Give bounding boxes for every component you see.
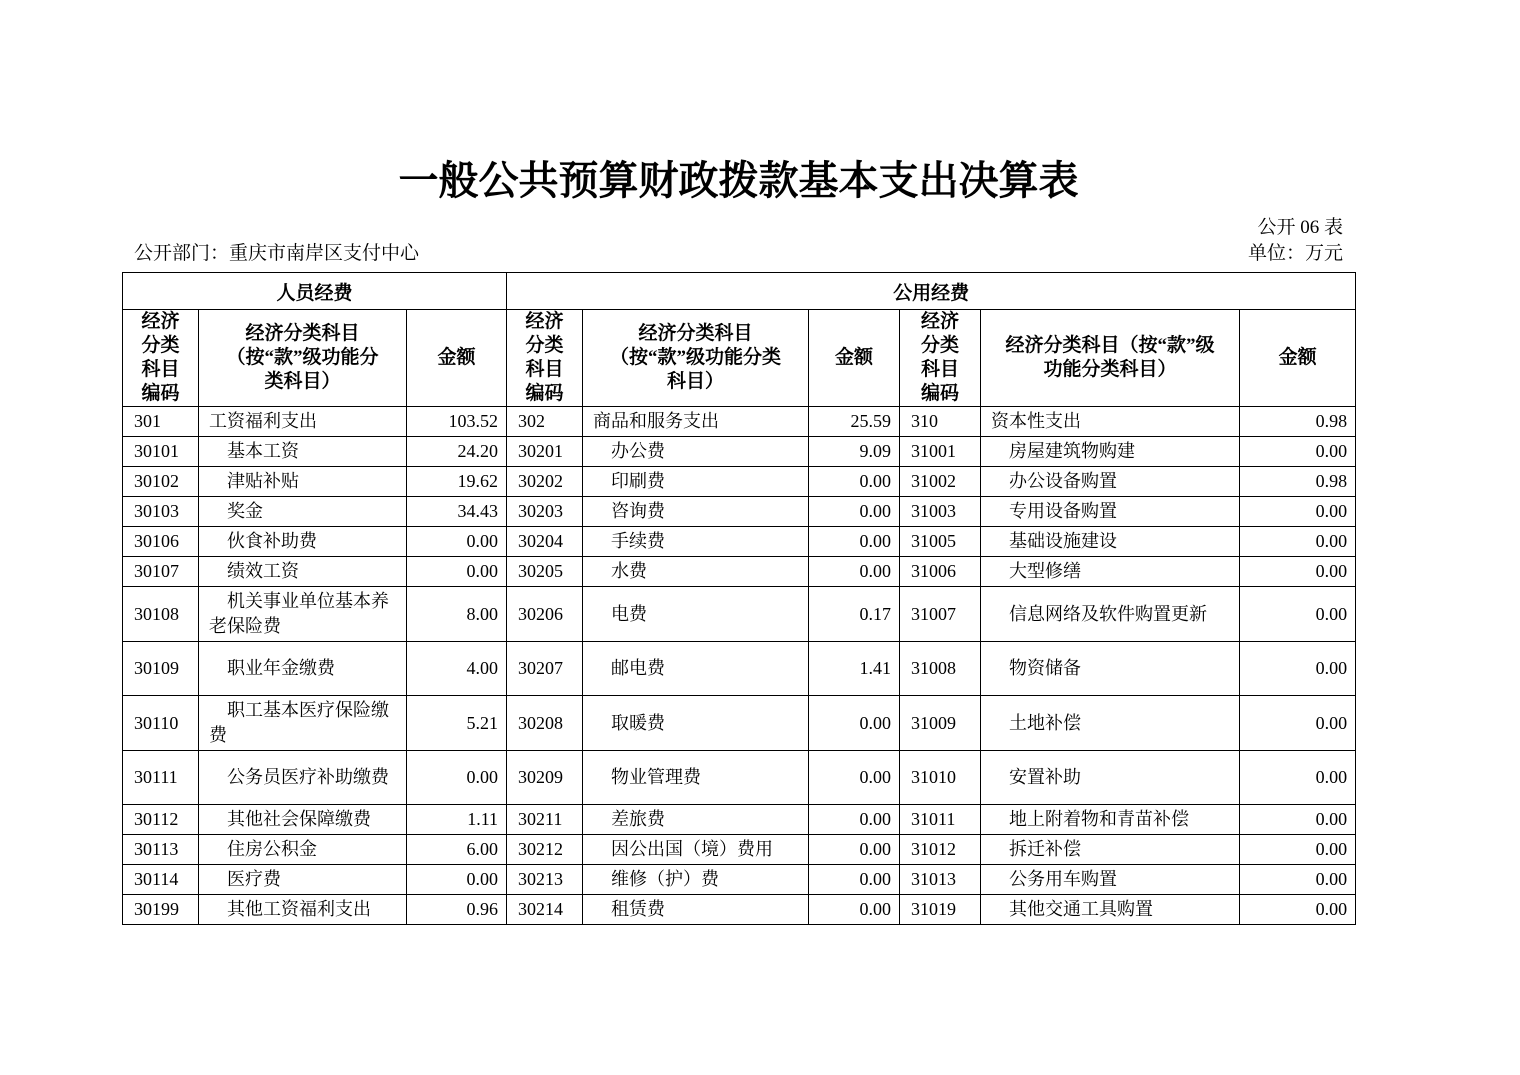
table-row (123, 497, 1356, 527)
amount-cell: 0.00 (809, 557, 900, 587)
subject-cell: 专用设备购置 (981, 497, 1240, 527)
subject-cell: 津贴补贴 (199, 467, 407, 497)
amount-cell: 0.00 (1240, 895, 1356, 925)
amount-cell: 8.00 (407, 587, 507, 642)
code-cell: 30108 (123, 587, 199, 642)
code-cell: 30202 (507, 467, 583, 497)
header-code-2: 经济分类科目编码 (507, 310, 583, 407)
subject-cell: 其他工资福利支出 (199, 895, 407, 925)
subject-cell: 其他社会保障缴费 (199, 805, 407, 835)
code-cell: 30112 (123, 805, 199, 835)
code-cell: 31011 (900, 805, 981, 835)
amount-cell: 1.41 (809, 642, 900, 696)
amount-cell: 0.17 (809, 587, 900, 642)
subject-cell: 手续费 (583, 527, 809, 557)
amount-cell: 0.00 (407, 527, 507, 557)
code-cell: 30110 (123, 696, 199, 751)
code-cell: 31005 (900, 527, 981, 557)
amount-cell: 0.00 (809, 895, 900, 925)
subject-cell: 信息网络及软件购置更新 (981, 587, 1240, 642)
table-row (123, 751, 1356, 805)
subject-cell: 机关事业单位基本养老保险费 (199, 587, 407, 642)
subject-cell: 办公设备购置 (981, 467, 1240, 497)
column-header-row (123, 310, 1356, 407)
code-cell: 30107 (123, 557, 199, 587)
subject-cell: 工资福利支出 (199, 407, 407, 437)
amount-cell: 9.09 (809, 437, 900, 467)
subject-cell: 公务员医疗补助缴费 (199, 751, 407, 805)
code-cell: 30211 (507, 805, 583, 835)
table-row (123, 865, 1356, 895)
budget-table (122, 272, 1356, 925)
subject-cell: 基础设施建设 (981, 527, 1240, 557)
header-subject-3: 经济分类科目（按“款”级功能分类科目） (981, 310, 1240, 407)
table-body (123, 407, 1356, 925)
group-header-public: 公用经费 (507, 273, 1356, 310)
subject-cell: 商品和服务支出 (583, 407, 809, 437)
header-subject-1: 经济分类科目（按“款”级功能分类科目） (199, 310, 407, 407)
code-cell: 301 (123, 407, 199, 437)
amount-cell: 0.00 (407, 751, 507, 805)
document-page (122, 158, 1355, 925)
table-number: 公开 06 表 (1257, 217, 1343, 238)
amount-cell: 0.00 (809, 497, 900, 527)
amount-cell: 0.00 (407, 865, 507, 895)
amount-cell: 0.00 (809, 527, 900, 557)
amount-cell: 0.00 (1240, 805, 1356, 835)
amount-cell: 6.00 (407, 835, 507, 865)
header-amount-3: 金额 (1240, 310, 1356, 407)
header-code-3: 经济分类科目编码 (900, 310, 981, 407)
code-cell: 30111 (123, 751, 199, 805)
subject-cell: 取暖费 (583, 696, 809, 751)
subject-cell: 土地补偿 (981, 696, 1240, 751)
code-cell: 30208 (507, 696, 583, 751)
subject-cell: 伙食补助费 (199, 527, 407, 557)
code-cell: 30209 (507, 751, 583, 805)
unit-label: 单位：万元 (1247, 243, 1343, 264)
amount-cell: 1.11 (407, 805, 507, 835)
code-cell: 30207 (507, 642, 583, 696)
subject-cell: 办公费 (583, 437, 809, 467)
amount-cell: 0.00 (809, 865, 900, 895)
subject-cell: 房屋建筑物购建 (981, 437, 1240, 467)
subject-cell: 租赁费 (583, 895, 809, 925)
subject-cell: 公务用车购置 (981, 865, 1240, 895)
department-label: 公开部门：重庆市南岸区支付中心 (134, 243, 420, 264)
code-cell: 30103 (123, 497, 199, 527)
code-cell: 31010 (900, 751, 981, 805)
subject-cell: 印刷费 (583, 467, 809, 497)
amount-cell: 0.00 (1240, 557, 1356, 587)
table-row (123, 895, 1356, 925)
subject-cell: 其他交通工具购置 (981, 895, 1240, 925)
table-row (123, 696, 1356, 751)
code-cell: 30199 (123, 895, 199, 925)
amount-cell: 0.00 (1240, 835, 1356, 865)
amount-cell: 0.00 (1240, 497, 1356, 527)
table-row (123, 835, 1356, 865)
code-cell: 302 (507, 407, 583, 437)
subject-cell: 维修（护）费 (583, 865, 809, 895)
amount-cell: 34.43 (407, 497, 507, 527)
header-amount-2: 金额 (809, 310, 900, 407)
subject-cell: 基本工资 (199, 437, 407, 467)
amount-cell: 0.00 (1240, 527, 1356, 557)
amount-cell: 0.00 (809, 835, 900, 865)
code-cell: 30114 (123, 865, 199, 895)
amount-cell: 0.96 (407, 895, 507, 925)
page-title: 一般公共预算财政拨款基本支出决算表 (398, 159, 1079, 203)
amount-cell: 0.00 (809, 805, 900, 835)
code-cell: 31002 (900, 467, 981, 497)
subject-cell: 电费 (583, 587, 809, 642)
amount-cell: 24.20 (407, 437, 507, 467)
amount-cell: 25.59 (809, 407, 900, 437)
code-cell: 30205 (507, 557, 583, 587)
header-subject-2: 经济分类科目（按“款”级功能分类科目） (583, 310, 809, 407)
code-cell: 30106 (123, 527, 199, 557)
code-cell: 31001 (900, 437, 981, 467)
subject-cell: 职业年金缴费 (199, 642, 407, 696)
subject-cell: 住房公积金 (199, 835, 407, 865)
code-cell: 30201 (507, 437, 583, 467)
header-amount-1: 金额 (407, 310, 507, 407)
amount-cell: 0.00 (809, 751, 900, 805)
subject-cell: 医疗费 (199, 865, 407, 895)
code-cell: 31008 (900, 642, 981, 696)
table-row (123, 467, 1356, 497)
table-row (123, 557, 1356, 587)
amount-cell: 0.00 (1240, 865, 1356, 895)
amount-cell: 0.00 (1240, 751, 1356, 805)
code-cell: 31012 (900, 835, 981, 865)
subject-cell: 资本性支出 (981, 407, 1240, 437)
subject-cell: 差旅费 (583, 805, 809, 835)
group-header-personnel: 人员经费 (123, 273, 507, 310)
code-cell: 31009 (900, 696, 981, 751)
subject-cell: 安置补助 (981, 751, 1240, 805)
amount-cell: 0.98 (1240, 407, 1356, 437)
table-row (123, 642, 1356, 696)
subject-cell: 职工基本医疗保险缴费 (199, 696, 407, 751)
code-cell: 31013 (900, 865, 981, 895)
group-header-row (123, 273, 1356, 310)
header-code-1: 经济分类科目编码 (123, 310, 199, 407)
subject-cell: 物业管理费 (583, 751, 809, 805)
amount-cell: 0.00 (1240, 587, 1356, 642)
subject-cell: 绩效工资 (199, 557, 407, 587)
amount-cell: 4.00 (407, 642, 507, 696)
amount-cell: 103.52 (407, 407, 507, 437)
code-cell: 30212 (507, 835, 583, 865)
code-cell: 30214 (507, 895, 583, 925)
code-cell: 30213 (507, 865, 583, 895)
amount-cell: 0.00 (809, 696, 900, 751)
code-cell: 30206 (507, 587, 583, 642)
subject-cell: 地上附着物和青苗补偿 (981, 805, 1240, 835)
code-cell: 31007 (900, 587, 981, 642)
subject-cell: 大型修缮 (981, 557, 1240, 587)
subject-cell: 咨询费 (583, 497, 809, 527)
amount-cell: 0.00 (1240, 437, 1356, 467)
code-cell: 30109 (123, 642, 199, 696)
meta-row (122, 242, 1355, 266)
code-cell: 30101 (123, 437, 199, 467)
amount-cell: 5.21 (407, 696, 507, 751)
subject-cell: 邮电费 (583, 642, 809, 696)
code-cell: 310 (900, 407, 981, 437)
code-cell: 30102 (123, 467, 199, 497)
code-cell: 31019 (900, 895, 981, 925)
amount-cell: 0.00 (407, 557, 507, 587)
code-cell: 31003 (900, 497, 981, 527)
code-cell: 31006 (900, 557, 981, 587)
amount-cell: 0.98 (1240, 467, 1356, 497)
amount-cell: 0.00 (1240, 696, 1356, 751)
subject-cell: 拆迁补偿 (981, 835, 1240, 865)
code-cell: 30204 (507, 527, 583, 557)
subject-cell: 水费 (583, 557, 809, 587)
subject-cell: 因公出国（境）费用 (583, 835, 809, 865)
subject-cell: 物资储备 (981, 642, 1240, 696)
amount-cell: 0.00 (809, 467, 900, 497)
amount-cell: 19.62 (407, 467, 507, 497)
amount-cell: 0.00 (1240, 642, 1356, 696)
table-row (123, 407, 1356, 437)
table-row (123, 587, 1356, 642)
table-row (123, 527, 1356, 557)
subject-cell: 奖金 (199, 497, 407, 527)
table-row (123, 805, 1356, 835)
code-cell: 30113 (123, 835, 199, 865)
table-row (123, 437, 1356, 467)
code-cell: 30203 (507, 497, 583, 527)
